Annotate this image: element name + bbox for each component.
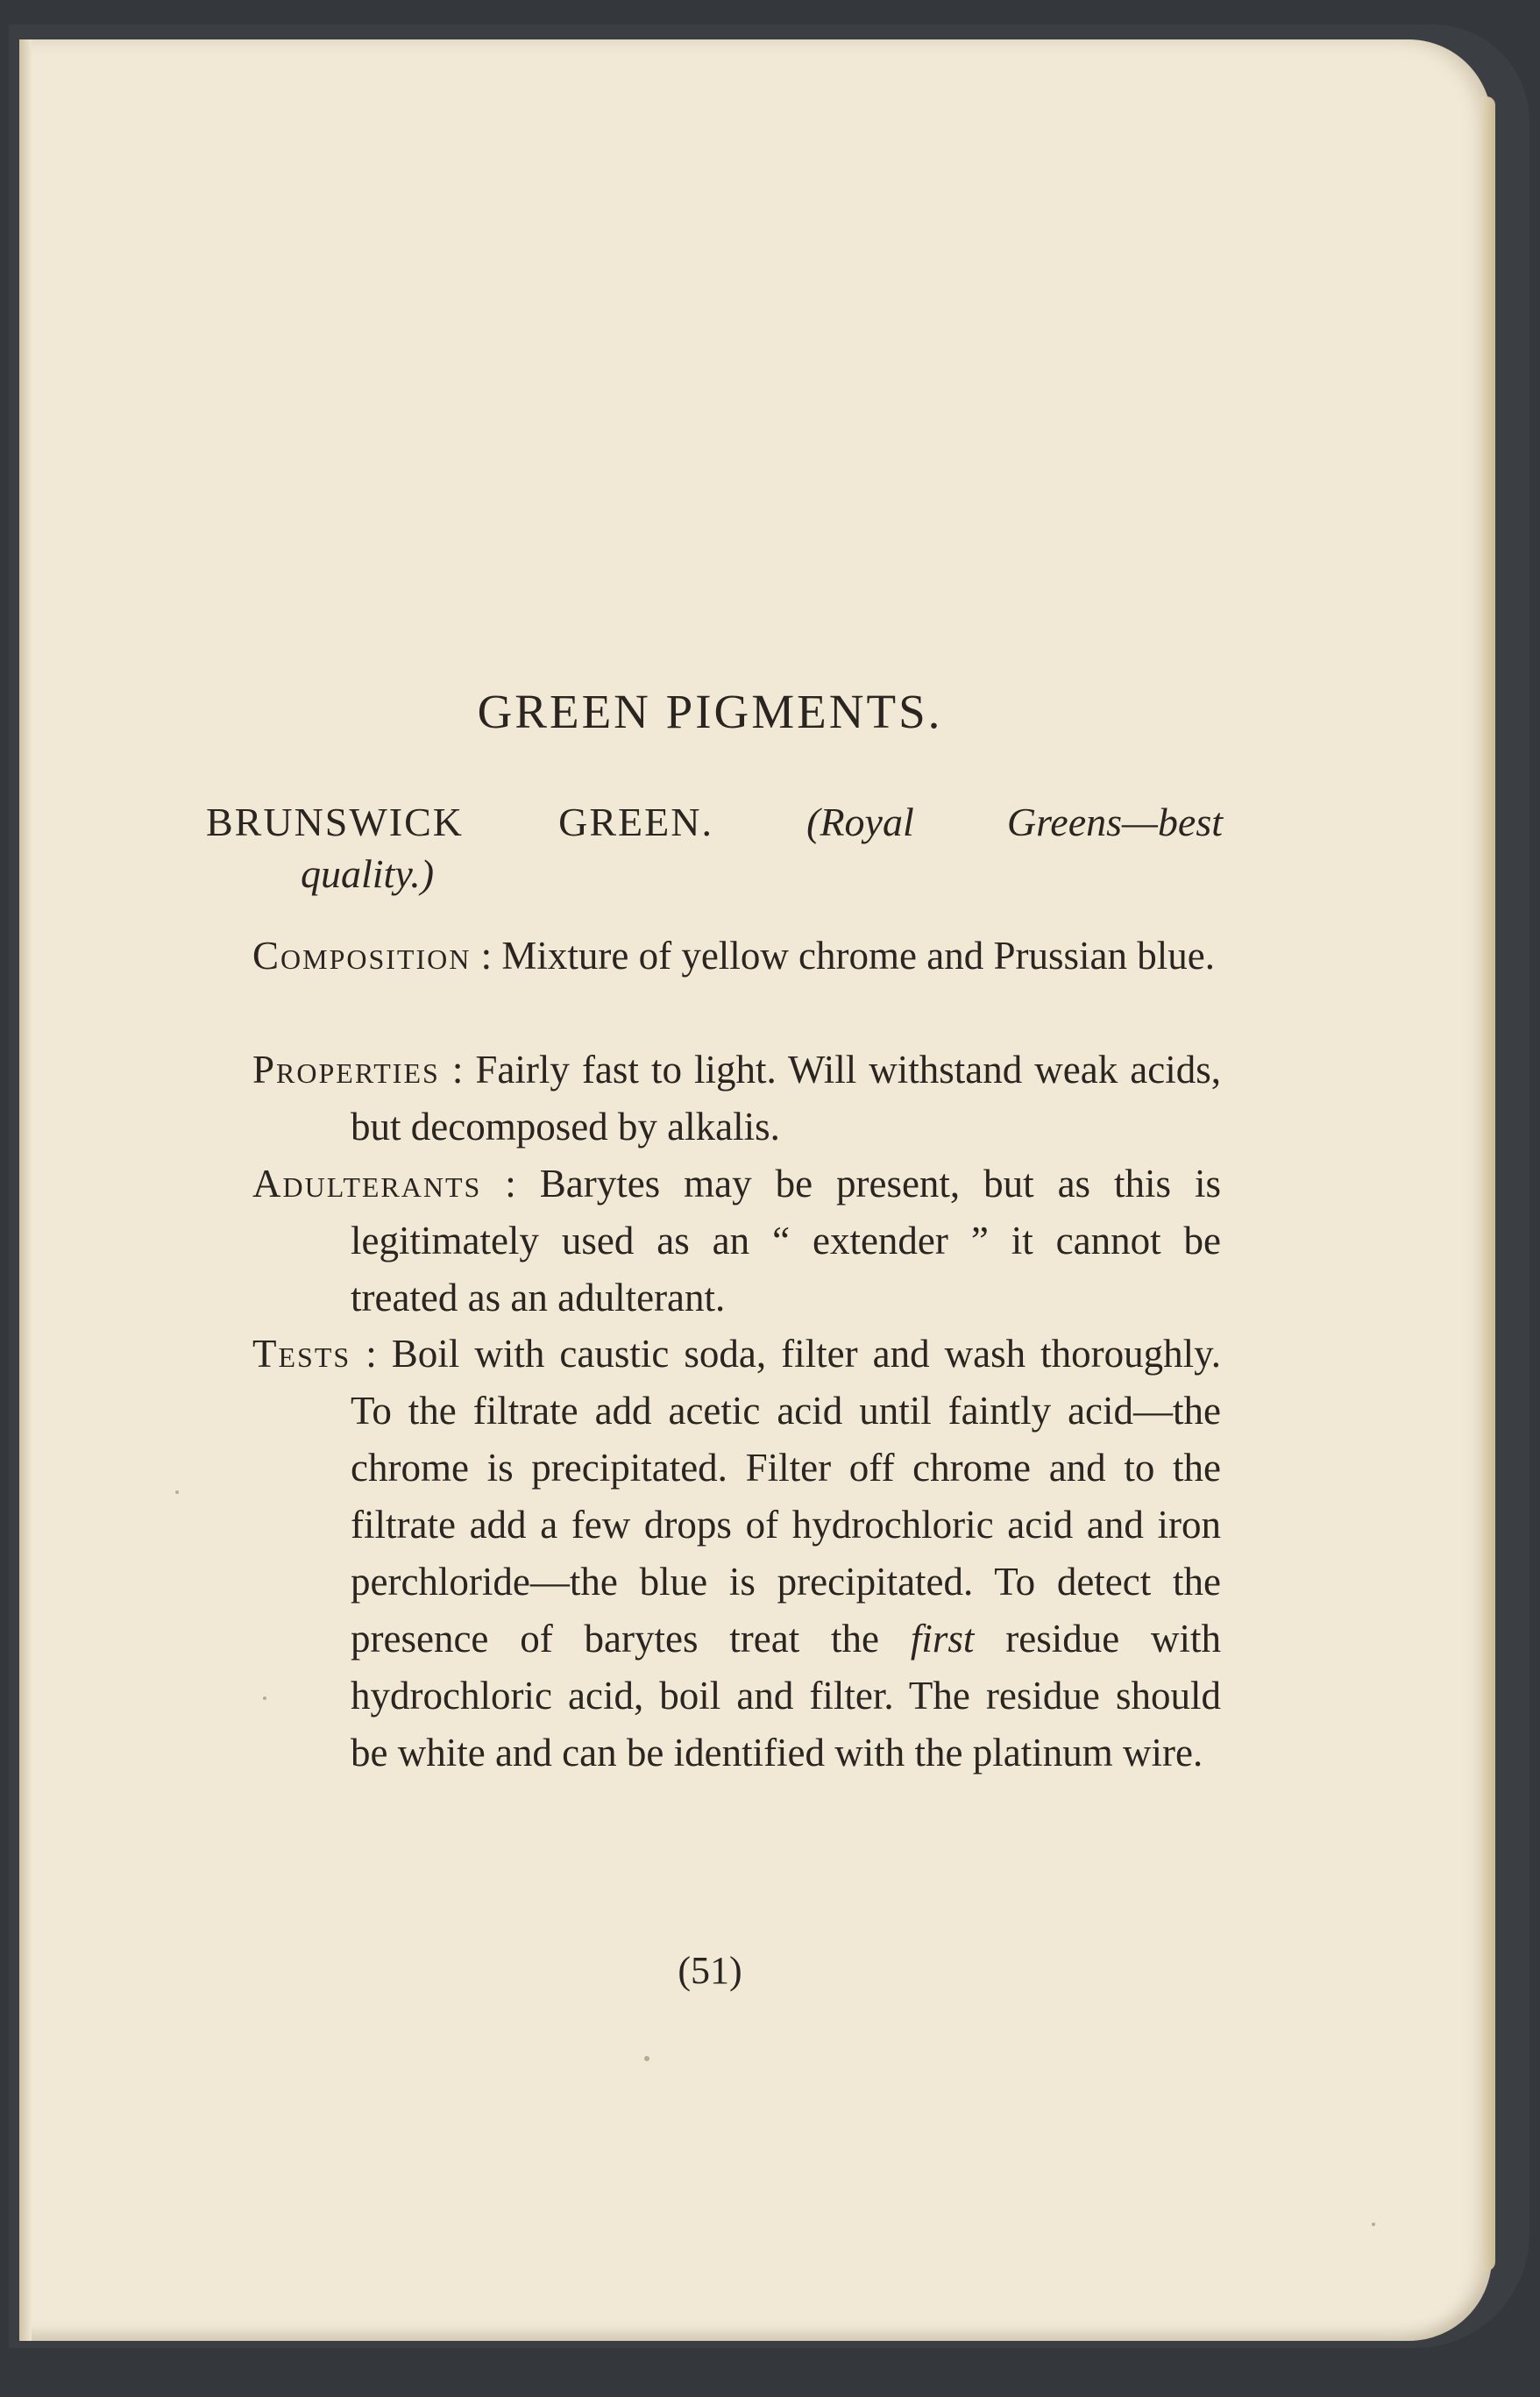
page-edge: [1481, 96, 1495, 2271]
page-number: (51): [678, 1949, 742, 1992]
pigment-note: (Royal Greens—best: [806, 800, 1224, 844]
properties-entry: [252, 1042, 1221, 1156]
pigment-note-continued: quality.): [301, 851, 435, 896]
entry-text: Boil with caustic soda, filter and wash thoroughly. To the filtrate add acetic acid until faintly acid—the chrome is precipitated. Filter off chrome and to the filtrate add a few drops of hydrochloric acid and iron perchloride—the blue is precipitated. To detect the presence of barytes treat the: [351, 1332, 1221, 1661]
paper-speck: [1372, 2223, 1375, 2226]
entry-separator: :: [351, 1332, 392, 1376]
entry-label: Properties: [252, 1048, 440, 1092]
entry-text-continued: residue with hydrochloric acid, boil and filter. The residue should be white and can be identified with the platinum wire.: [351, 1617, 1222, 1775]
entry-separator: :: [439, 1048, 476, 1092]
page-gutter: [19, 39, 32, 2341]
pigment-name: BRUNSWICK GREEN.: [206, 800, 713, 844]
entry-label: Adulterants: [252, 1162, 482, 1206]
entry-separator: :: [471, 934, 502, 978]
adulterants-entry: [252, 1156, 1221, 1327]
entry-label: Composition: [252, 934, 472, 978]
entry-emphasis: first: [910, 1617, 975, 1661]
section-title: GREEN PIGMENTS.: [477, 685, 943, 738]
entry-text: Mixture of yellow chrome and Prussian blue.: [501, 934, 1215, 978]
entry-label: Tests: [252, 1332, 351, 1376]
paper-speck: [644, 2056, 649, 2061]
pigment-heading: [206, 793, 1223, 851]
entry-text: Barytes may be present, but as this is legitimately used as an “ extender ” it cannot be treated as an adulterant.: [351, 1162, 1221, 1319]
paper-speck: [175, 1490, 179, 1494]
composition-entry: [252, 928, 1221, 985]
entry-separator: :: [481, 1162, 540, 1206]
entry-text: Fairly fast to light. Will withstand weak acids, but decomposed by alkalis.: [351, 1048, 1221, 1149]
tests-entry: [252, 1326, 1221, 1782]
